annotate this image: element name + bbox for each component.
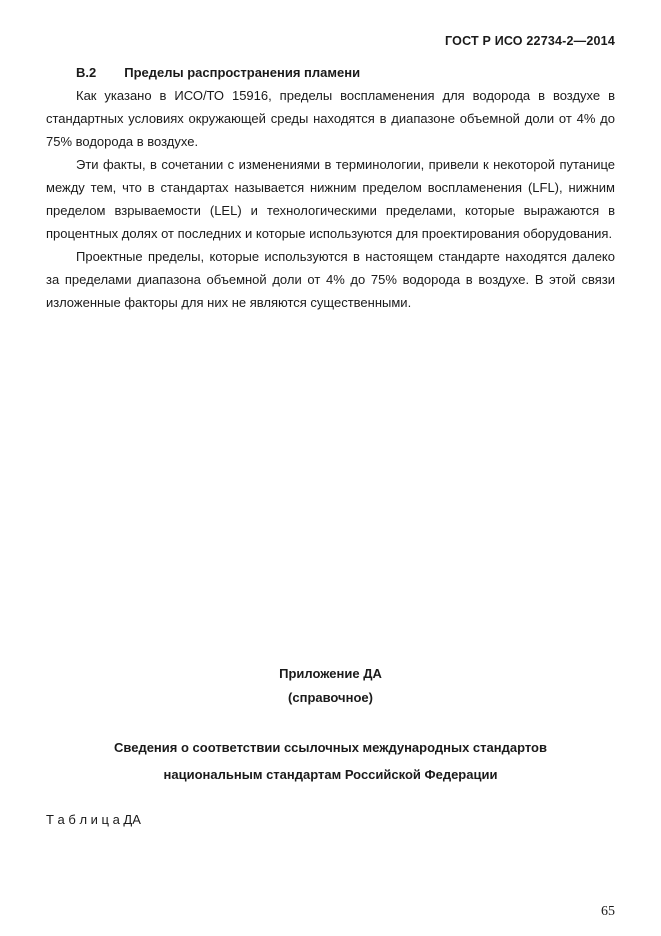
annex-heading-line1: Сведения о соответствии ссылочных международных стандартов bbox=[114, 740, 547, 755]
header-doc-code: ГОСТ Р ИСО 22734-2—2014 bbox=[445, 34, 615, 48]
paragraph: Как указано в ИСО/ТО 15916, пределы воспламенения для водорода в воздухе в стандартных условиях окружающей среды находятся в диапазоне объемной доли от 4% до 75% водорода в воздухе. bbox=[46, 88, 615, 149]
page-number: 65 bbox=[601, 904, 615, 919]
section-heading bbox=[46, 65, 615, 80]
table-label: Т а б л и ц а ДА bbox=[46, 812, 141, 827]
section-body bbox=[46, 84, 615, 314]
annex-title: Приложение ДА bbox=[279, 666, 382, 681]
annex-subtitle: (справочное) bbox=[288, 690, 373, 705]
section-number: В.2 bbox=[76, 65, 97, 80]
annex-heading bbox=[46, 734, 615, 788]
annex-section bbox=[46, 666, 615, 827]
paragraph: Проектные пределы, которые используются в настоящем стандарте находятся далеко за пределами диапазона объемной доли от 4% до 75% водорода в воздухе. В этой связи изложенные факторы для них не являются существенными. bbox=[46, 249, 615, 310]
annex-heading-line2: национальным стандартам Российской Федерации bbox=[163, 767, 498, 782]
paragraph: Эти факты, в сочетании с изменениями в терминологии, привели к некоторой путанице между тем, что в стандартах называется нижним пределом воспламенения (LFL), нижним пределом взрываемости (LEL) и технологическими пределами, которые выражаются в процентных долях от последних и которые используются для проектирования оборудования. bbox=[46, 157, 615, 241]
section-title: Пределы распространения пламени bbox=[124, 65, 361, 80]
